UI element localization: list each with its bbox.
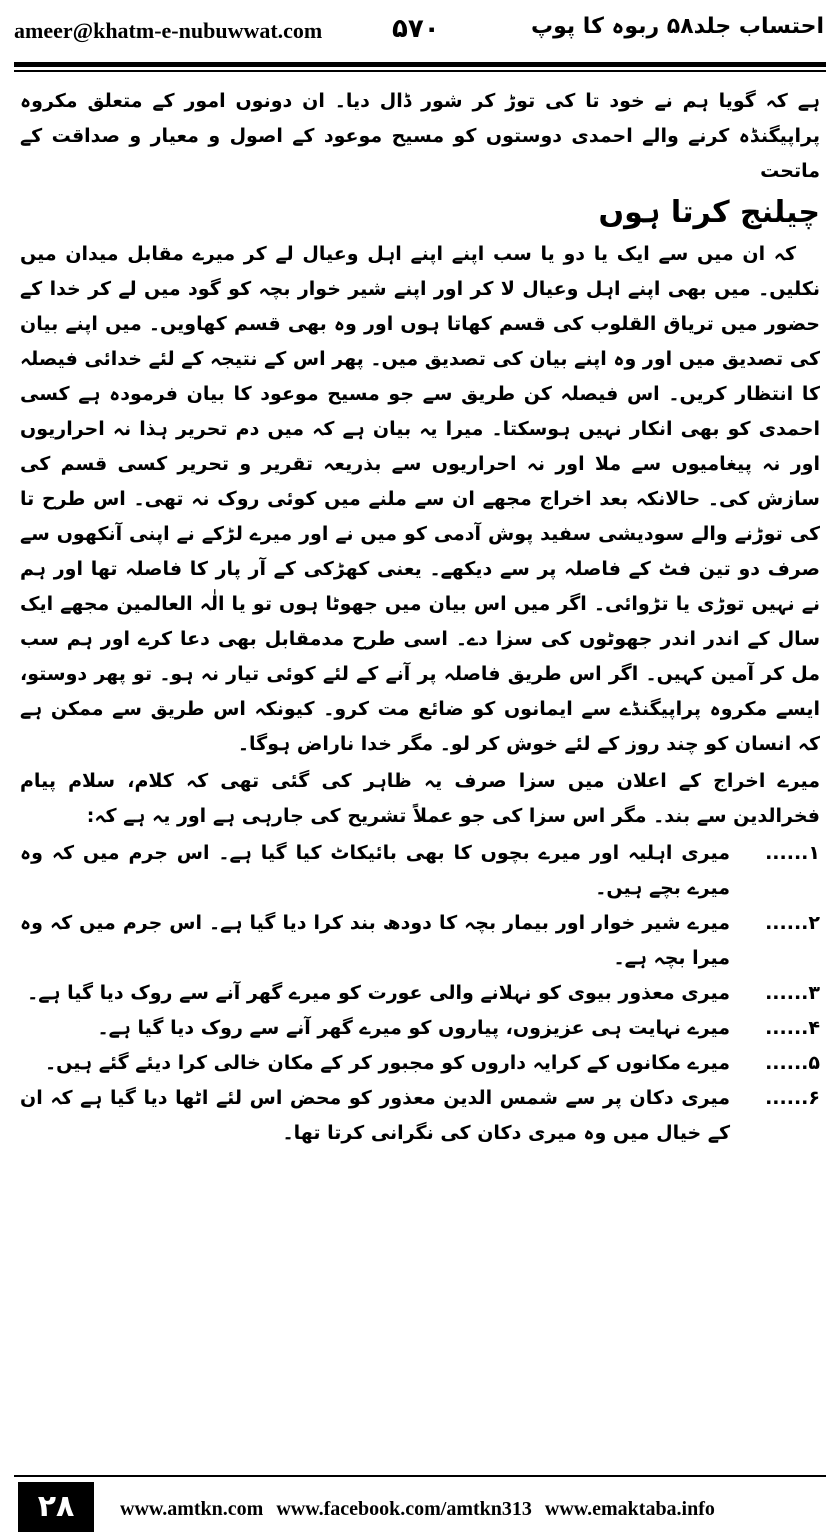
- expulsion-paragraph: میرے اخراج کے اعلان میں سزا صرف یہ ظاہر کی گئی تھی کہ کلام، سلام پیام فخرالدین سے بند۔ مگر اس سزا کی جو عملاً تشریح کی جارہی ہے اور یہ ہے کہ:: [20, 770, 820, 827]
- list-item-number: ۴......: [765, 1017, 820, 1039]
- header-rule-thick: [14, 62, 826, 67]
- footer-link-amtkn[interactable]: www.amtkn.com: [120, 1498, 264, 1520]
- list-item-number: ۶......: [765, 1087, 820, 1109]
- list-item-text: میری دکان پر سے شمس الدین معذور کو محض اس لئے اٹھا دیا گیا ہے کہ ان کے خیال میں وہ میری دکان کی نگرانی کرتا تھا۔: [20, 1087, 730, 1144]
- list-item: [20, 836, 820, 906]
- header-page-number: ۵۷۰: [392, 14, 440, 44]
- page-header: [0, 0, 840, 62]
- list-item: [20, 1081, 820, 1151]
- header-rule-thin: [14, 70, 826, 72]
- header-email[interactable]: ameer@khatm-e-nubuwwat.com: [14, 18, 323, 43]
- list-item-text: میری اہلیہ اور میرے بچوں کا بھی بائیکاٹ کیا گیا ہے۔ اس جرم میں کہ وہ میرے بچے ہیں۔: [20, 842, 730, 899]
- list-item-number: ۵......: [765, 1052, 820, 1074]
- list-item-text: میری معذور بیوی کو نہلانے والی عورت کو میرے گھر آنے سے روک دیا گیا ہے۔: [27, 982, 730, 1004]
- list-item-number: ۱......: [765, 842, 820, 864]
- list-item-number: ۲......: [765, 912, 820, 934]
- list-item-text: میرے نہایت ہی عزیزوں، پیاروں کو میرے گھر آنے سے روک دیا گیا ہے۔: [97, 1017, 730, 1039]
- list-item-text: میرے مکانوں کے کرایہ داروں کو مجبور کر کے مکان خالی کرا دیئے گئے ہیں۔: [45, 1052, 730, 1074]
- list-item-number: ۳......: [765, 982, 820, 1004]
- challenge-heading: چیلنج کرتا ہوں: [598, 195, 820, 230]
- footer-links: [120, 1498, 723, 1521]
- list-item: [20, 976, 820, 1011]
- footer-link-emaktaba[interactable]: www.emaktaba.info: [544, 1498, 715, 1520]
- footer-link-facebook[interactable]: www.facebook.com/amtkn313: [276, 1498, 532, 1520]
- list-item: [20, 906, 820, 976]
- footer-page-number: ۲۸: [18, 1482, 94, 1532]
- intro-paragraph: ہے کہ گویا ہم نے خود تا کی توڑ کر شور ڈال دیا۔ ان دونوں امور کے متعلق مکروہ پراپیگنڈہ کرنے والے احمدی دوستوں کو مسیح موعود کے اصول و معیار و صداقت کے ماتحت: [20, 90, 820, 182]
- footer-rule: [14, 1475, 826, 1477]
- running-title: احتساب جلد۵۸ ربوہ کا پوپ: [530, 14, 824, 39]
- list-item: [20, 1011, 820, 1046]
- page-body: [20, 84, 820, 1464]
- list-item-text: میرے شیر خوار اور بیمار بچہ کا دودھ بند کرا دیا گیا ہے۔ اس جرم میں کہ وہ میرا بچہ ہے۔: [20, 912, 730, 969]
- challenge-paragraph: کہ ان میں سے ایک یا دو یا سب اپنے اپنے اہل وعیال لے کر میرے مقابل میدان میں نکلیں۔ میں بھی اپنے اہل وعیال لا کر اور اپنے شیر خوار بچہ کو گود میں لے کر خدا کے حضور میں تریاق القلوب کی قسم کھاتا ہوں اور وہ بھی قسم کھاویں۔ میں اپنے بیان کی تصدیق میں اور وہ اپنے بیان کی تصدیق میں۔ پھر اس کے نتیجہ کے لئے خدائی فیصلہ کا انتظار کریں۔ اس فیصلہ کن طریق سے جو مسیح موعود کا بیان فرمودہ ہے کسی احمدی کو بھی انکار نہیں ہوسکتا۔ میرا یہ بیان ہے کہ میں دم تحریر ہذا نہ احراریوں اور نہ پیغامیوں سے ملا اور نہ احراریوں سے بذریعہ تقریر و تحریر کسی قسم کی سازش کی۔ حالانکہ بعد اخراج مجھے ان سے ملنے میں کوئی روک نہ تھی۔ اس طرح تا کی توڑنے والے سودیشی سفید پوش آدمی کو میں نے اور میرے لڑکے نے اپنی آنکھوں سے صرف دو تین فٹ کے فاصلہ پر سے دیکھے۔ یعنی کھڑکی کے آر پار کا فاصلہ تھا اور ہم نے نہیں توڑی یا تڑوائی۔ اگر میں اس بیان میں جھوٹا ہوں تو یا الٰہ العالمین مجھے ایک سال کے اندر اندر جھوٹوں کی سزا دے۔ اسی طرح مدمقابل بھی دعا کرے اور ہم سب مل کر آمین کہیں۔ اگر اس طریق فاصلہ پر آنے کے لئے کوئی تیار نہ ہو۔ تو پھر دوستو، ایسے مکروہ پراپیگنڈے سے ایمانوں کو ضائع مت کرو۔ کیونکہ اس طریق سے ممکن ہے کہ انسان کو چند روز کے لئے خوش کر لو۔ مگر خدا ناراض ہوگا۔: [20, 243, 820, 755]
- list-item: [20, 1046, 820, 1081]
